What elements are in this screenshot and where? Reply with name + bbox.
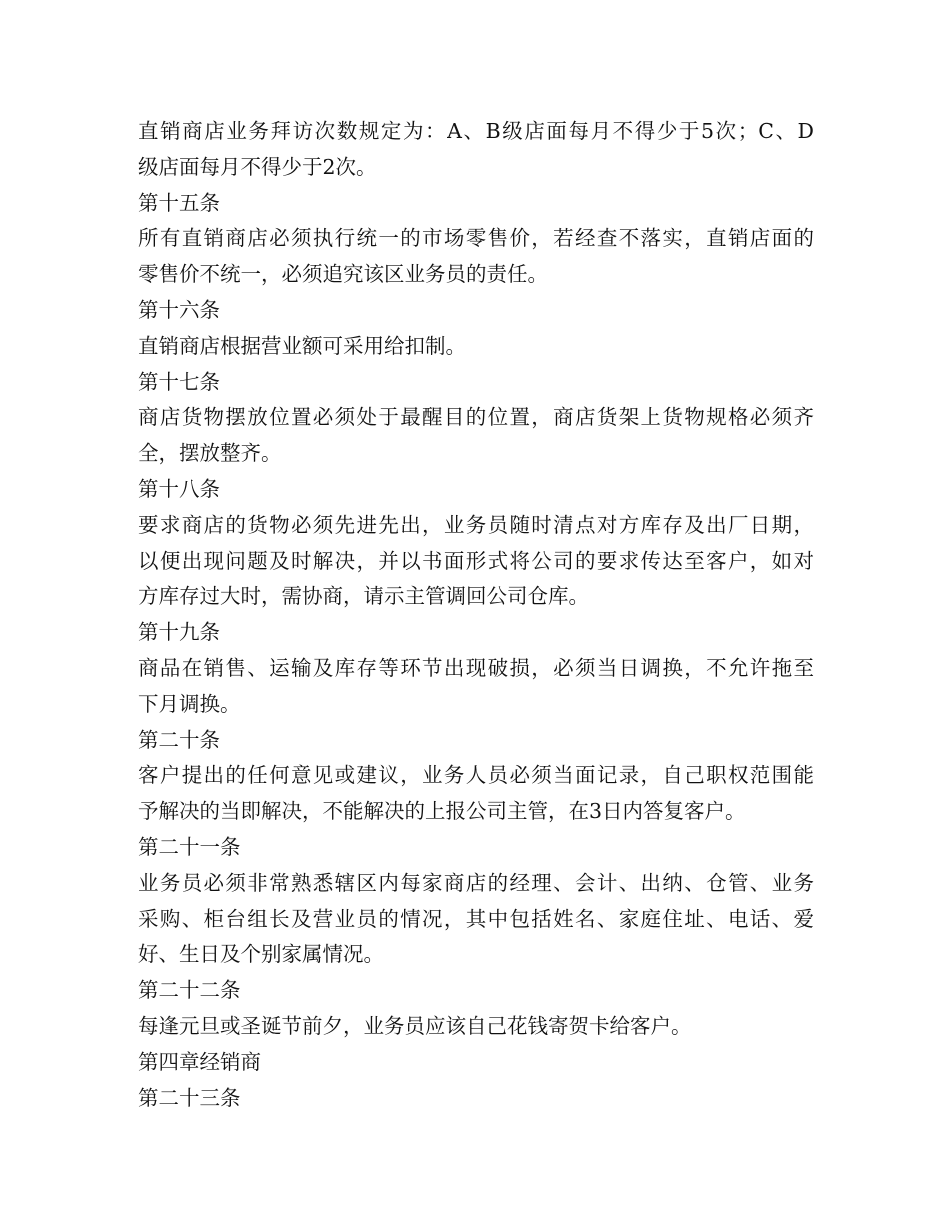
paragraph-line: 下月调换。 [138, 691, 241, 716]
paragraph-line: 所有直销商店必须执行统一的市场零售价，若经查不落实，直销店面的 [138, 226, 814, 251]
article-heading: 第二十一条 [138, 834, 241, 859]
article-heading: 第十七条 [138, 369, 220, 394]
paragraph-line: 采购、柜台组长及营业员的情况，其中包括姓名、家庭住址、电话、爱 [138, 906, 814, 931]
article-heading: 第十八条 [138, 476, 220, 501]
document-body [138, 114, 814, 1116]
paragraph-line: 直销商店根据营业额可采用给扣制。 [138, 333, 466, 358]
article-heading: 第二十三条 [138, 1085, 241, 1110]
paragraph-line: 每逢元旦或圣诞节前夕，业务员应该自己花钱寄贺卡给客户。 [138, 1013, 692, 1038]
article-heading: 第二十条 [138, 727, 220, 752]
paragraph-line: 零售价不统一，必须追究该区业务员的责任。 [138, 262, 548, 287]
article-heading: 第二十二条 [138, 978, 241, 1003]
paragraph-line: 商店货物摆放位置必须处于最醒目的位置，商店货架上货物规格必须齐 [138, 405, 814, 430]
article-heading: 第十五条 [138, 190, 220, 215]
paragraph-line: 以便出现问题及时解决，并以书面形式将公司的要求传达至客户，如对 [138, 548, 814, 573]
paragraph-line: 直销商店业务拜访次数规定为：A、B级店面每月不得少于5次；C、D [138, 119, 814, 143]
paragraph-line: 级店面每月不得少于2次。 [138, 154, 377, 179]
article-heading: 第十九条 [138, 620, 220, 645]
paragraph-line: 全，摆放整齐。 [138, 441, 282, 466]
paragraph-line: 商品在销售、运输及库存等环节出现破损，必须当日调换，不允许拖至 [138, 655, 814, 680]
paragraph-line: 方库存过大时，需协商，请示主管调回公司仓库。 [138, 584, 589, 609]
paragraph-line: 予解决的当即解决，不能解决的上报公司主管，在3日内答复客户。 [138, 799, 746, 824]
paragraph-line: 要求商店的货物必须先进先出，业务员随时清点对方库存及出厂日期， [138, 512, 814, 537]
article-heading: 第十六条 [138, 297, 220, 322]
paragraph-line: 好、生日及个别家属情况。 [138, 942, 384, 967]
paragraph-line: 业务员必须非常熟悉辖区内每家商店的经理、会计、出纳、仓管、业务 [138, 870, 814, 895]
paragraph-line: 客户提出的任何意见或建议，业务人员必须当面记录，自己职权范围能 [138, 763, 814, 788]
article-heading: 第四章经销商 [138, 1049, 261, 1074]
